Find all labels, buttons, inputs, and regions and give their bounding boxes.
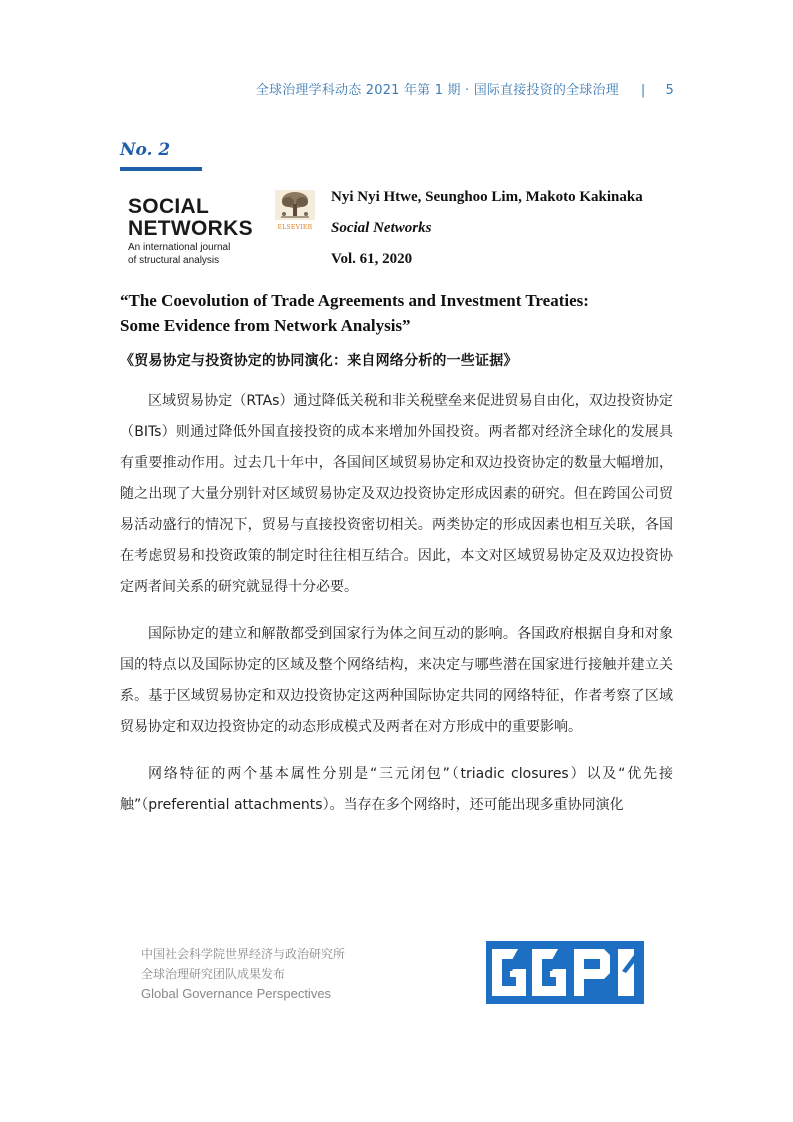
issue-underline-bar [120,167,202,171]
footer-team: 全球治理研究团队成果发布 [141,967,286,981]
article-journal: Social Networks [331,220,432,236]
journal-logo [128,196,268,266]
elsevier-tree-icon [275,190,315,220]
journal-logo-line1: SOCIAL [128,195,210,218]
ggpi-logo-icon [486,941,644,1004]
footer-institute: 中国社会科学院世界经济与政治研究所 [141,947,346,961]
running-header [0,79,674,98]
article-body [120,386,673,837]
body-paragraph: 国际协定的建立和解散都受到国家行为体之间互动的影响。各国政府根据自身和对象国的特点以及国际协定的区域及整个网络结构，来决定与哪些潜在国家进行接触并建立关系。基于区域贸易协定和双边投资协定这两种国际协定共同的网络特征，作者考察了区域贸易协定和双边投资协定的动态形成模式及两者在对方形成中的重要影响。 [120,626,673,735]
body-paragraph: 网络特征的两个基本属性分别是“三元闭包”（triadic closures）以及“优先接触”（preferential attachments）。当存在多个网络时，还可能出现多重协同演化 [120,766,673,813]
article-title-cn: 《贸易协定与投资协定的协同演化：来自网络分析的一些证据》 [120,353,518,369]
article-title-en-line1: “The Coevolution of Trade Agreements and Investment Treaties: [120,291,589,310]
journal-logo-subtitle2: of structural analysis [128,255,220,266]
body-paragraph: 区域贸易协定（RTAs）通过降低关税和非关税壁垒来促进贸易自由化，双边投资协定（BITs）则通过降低外国直接投资的成本来增加外国投资。两者都对经济全球化的发展具有重要推动作用。过去几十年中，各国间区域贸易协定和双边投资协定的数量大幅增加，随之出现了大量分别针对区域贸易协定及双边投资协定形成因素的研究。但在跨国公司贸易活动盛行的情况下，贸易与直接投资密切相关。两类协定的形成因素也相互关联，各国在考虑贸易和投资政策的制定时往往相互结合。因此，本文对区域贸易协定及双边投资协定两者间关系的研究就显得十分必要。 [120,393,673,595]
page-number: 5 [665,83,674,98]
elsevier-logo [274,190,316,231]
journal-logo-line2: NETWORKS [128,217,253,240]
article-title-en-line2: Some Evidence from Network Analysis” [120,316,411,335]
footer-credits [141,944,345,1004]
ggpi-logo [486,941,644,1004]
running-title: 全球治理学科动态 2021 年第 1 期 · 国际直接投资的全球治理 [255,83,619,98]
issue-number: No. 2 [120,140,171,160]
article-authors: Nyi Nyi Htwe, Seunghoo Lim, Makoto Kakinaka [331,189,643,205]
footer-series-name: Global Governance Perspectives [141,986,332,1001]
article-volume: Vol. 61, 2020 [331,251,413,267]
article-title-en [120,288,680,338]
journal-logo-subtitle1: An international journal [128,242,231,253]
elsevier-wordmark: ELSEVIER [277,224,313,231]
header-separator: | [640,83,646,98]
article-meta [331,186,643,279]
